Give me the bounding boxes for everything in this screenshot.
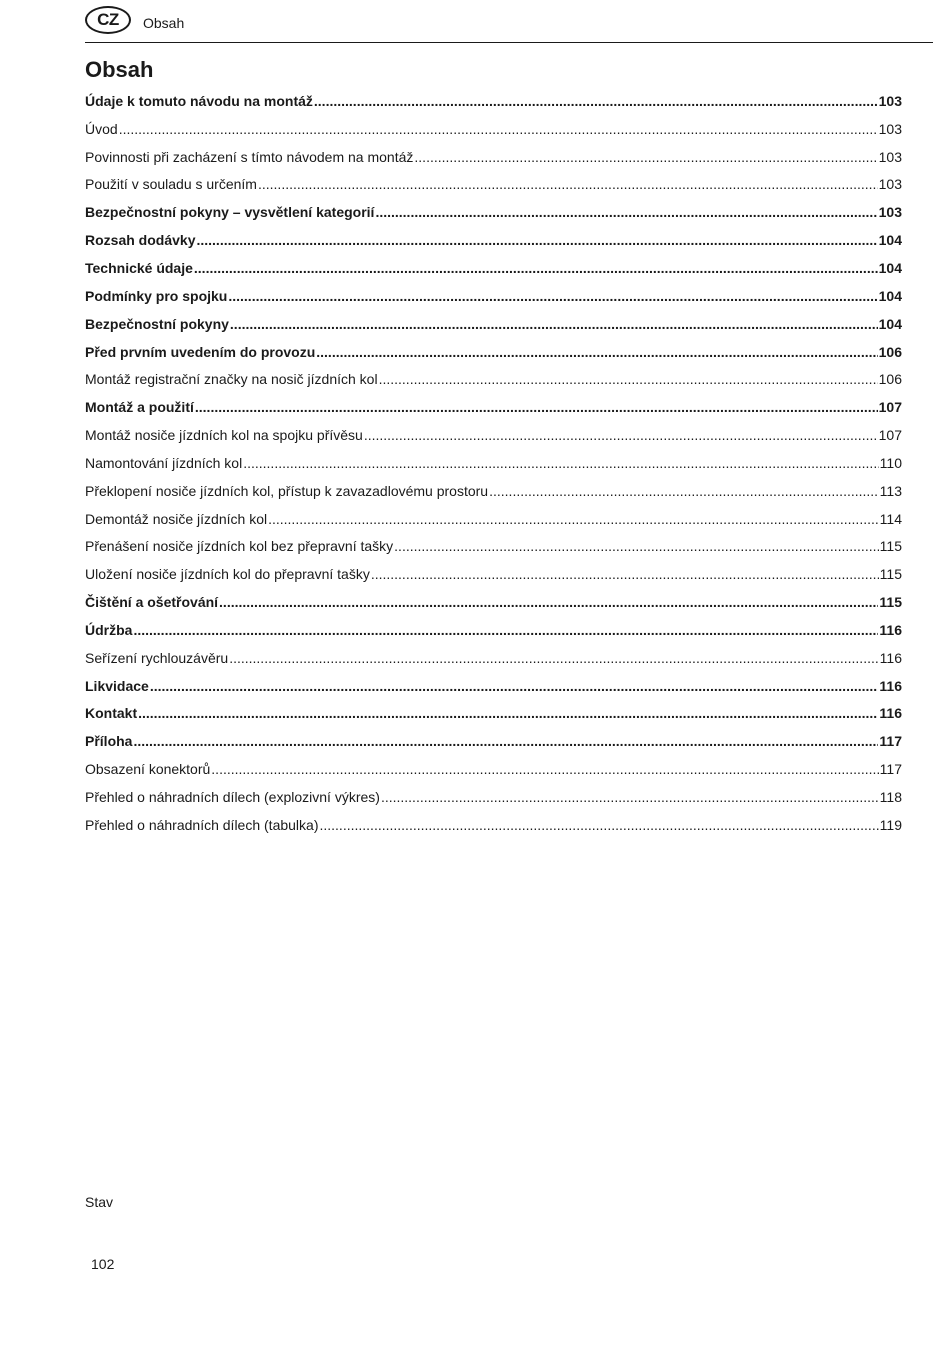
toc-entry-label: Uložení nosiče jízdních kol do přepravní tašky xyxy=(85,566,370,583)
toc-entry[interactable] xyxy=(85,755,902,783)
toc-entry[interactable] xyxy=(85,254,902,282)
toc-entry-page: 110 xyxy=(879,454,902,471)
toc-leader-dots xyxy=(379,371,878,387)
toc-entry-page: 115 xyxy=(879,566,902,583)
toc-leader-dots xyxy=(138,705,878,721)
toc-leader-dots xyxy=(316,344,877,360)
toc-entry-page: 116 xyxy=(879,677,902,694)
toc-entry-page: 103 xyxy=(878,120,902,137)
page-header xyxy=(85,6,933,43)
toc-entry-label: Montáž a použití xyxy=(85,399,194,416)
toc-entry-page: 115 xyxy=(879,594,902,611)
toc-entry-page: 103 xyxy=(878,148,902,165)
toc-entry[interactable] xyxy=(85,672,902,700)
toc-leader-dots xyxy=(119,121,878,137)
toc-entry[interactable] xyxy=(85,365,902,393)
toc-entry-page: 113 xyxy=(879,482,902,499)
toc-entry-page: 106 xyxy=(878,371,902,388)
toc-leader-dots xyxy=(133,733,878,749)
toc-leader-dots xyxy=(243,455,878,471)
toc-leader-dots xyxy=(229,650,878,666)
toc-entry-page: 104 xyxy=(878,259,902,276)
toc-leader-dots xyxy=(196,232,877,248)
toc-leader-dots xyxy=(489,483,879,499)
toc-entry-page: 115 xyxy=(879,538,902,555)
toc-entry-page: 114 xyxy=(879,510,902,527)
toc-entry-label: Bezpečnostní pokyny xyxy=(85,315,229,332)
toc-entry[interactable] xyxy=(85,115,902,143)
toc-entry-page: 106 xyxy=(878,343,902,360)
toc-leader-dots xyxy=(219,594,878,610)
toc-entry-page: 107 xyxy=(878,427,902,444)
toc-entry-label: Před prvním uvedením do provozu xyxy=(85,343,316,360)
toc-leader-dots xyxy=(228,288,877,304)
toc-leader-dots xyxy=(414,149,877,165)
toc-leader-dots xyxy=(394,538,879,554)
toc-entry[interactable] xyxy=(85,700,902,728)
toc-entry-label: Seřízení rychlouzávěru xyxy=(85,649,229,666)
toc-entry[interactable] xyxy=(85,143,902,171)
toc-entry-label: Přenášení nosiče jízdních kol bez přepravní tašky xyxy=(85,538,394,555)
toc-entry-label: Montáž nosiče jízdních kol na spojku přívěsu xyxy=(85,427,363,444)
toc-leader-dots xyxy=(364,427,878,443)
toc-entry-label: Likvidace xyxy=(85,677,149,694)
toc-entry-label: Úvod xyxy=(85,120,118,137)
toc-entry[interactable] xyxy=(85,421,902,449)
toc-entry[interactable] xyxy=(85,282,902,310)
toc-entry[interactable] xyxy=(85,310,902,338)
toc-entry[interactable] xyxy=(85,783,902,811)
toc-entry-label: Povinnosti při zacházení s tímto návodem na montáž xyxy=(85,148,414,165)
toc-leader-dots xyxy=(195,399,878,415)
table-of-contents xyxy=(85,87,902,839)
toc-leader-dots xyxy=(230,316,878,332)
toc-entry-label: Údaje k tomuto návodu na montáž xyxy=(85,92,313,109)
toc-leader-dots xyxy=(133,622,878,638)
toc-entry-page: 104 xyxy=(878,287,902,304)
toc-entry[interactable] xyxy=(85,477,902,505)
toc-leader-dots xyxy=(211,761,878,777)
toc-entry-page: 104 xyxy=(878,315,902,332)
toc-entry-label: Podmínky pro spojku xyxy=(85,287,228,304)
toc-entry-label: Údržba xyxy=(85,621,133,638)
toc-entry-label: Demontáž nosiče jízdních kol xyxy=(85,510,268,527)
toc-entry[interactable] xyxy=(85,87,902,115)
toc-entry-label: Rozsah dodávky xyxy=(85,232,196,249)
toc-entry[interactable] xyxy=(85,560,902,588)
toc-entry[interactable] xyxy=(85,727,902,755)
toc-leader-dots xyxy=(268,511,879,527)
toc-entry[interactable] xyxy=(85,616,902,644)
toc-entry-label: Přehled o náhradních dílech (tabulka) xyxy=(85,816,319,833)
toc-leader-dots xyxy=(194,260,878,276)
toc-entry-label: Přehled o náhradních dílech (explozivní výkres) xyxy=(85,789,380,806)
toc-entry-page: 119 xyxy=(879,816,902,833)
toc-entry-page: 107 xyxy=(878,399,902,416)
toc-entry-label: Překlopení nosiče jízdních kol, přístup k zavazadlovému prostoru xyxy=(85,482,489,499)
toc-leader-dots xyxy=(371,566,879,582)
toc-entry-page: 116 xyxy=(879,621,902,638)
language-badge: CZ xyxy=(85,6,131,34)
toc-entry-page: 103 xyxy=(878,92,902,109)
toc-entry[interactable] xyxy=(85,393,902,421)
toc-entry-label: Montáž registrační značky na nosič jízdních kol xyxy=(85,371,378,388)
toc-leader-dots xyxy=(319,817,878,833)
toc-entry[interactable] xyxy=(85,226,902,254)
toc-entry-page: 104 xyxy=(878,232,902,249)
toc-entry-label: Příloha xyxy=(85,733,133,750)
toc-entry-label: Namontování jízdních kol xyxy=(85,454,243,471)
page-title: Obsah xyxy=(85,57,154,82)
toc-entry-label: Použití v souladu s určením xyxy=(85,176,257,193)
toc-entry[interactable] xyxy=(85,198,902,226)
header-title: Obsah xyxy=(143,15,185,31)
toc-entry-page: 103 xyxy=(878,176,902,193)
status-label: Stav xyxy=(85,1194,114,1210)
toc-entry-page: 117 xyxy=(879,761,902,778)
toc-entry-page: 103 xyxy=(878,204,902,221)
toc-entry[interactable] xyxy=(85,588,902,616)
toc-leader-dots xyxy=(258,176,878,192)
toc-entry-page: 118 xyxy=(879,789,902,806)
toc-leader-dots xyxy=(150,678,879,694)
toc-entry[interactable] xyxy=(85,449,902,477)
toc-entry[interactable] xyxy=(85,811,902,839)
toc-entry-label: Bezpečnostní pokyny – vysvětlení kategorií xyxy=(85,204,375,221)
toc-entry-page: 116 xyxy=(879,705,902,722)
toc-entry-label: Kontakt xyxy=(85,705,138,722)
toc-entry[interactable] xyxy=(85,505,902,533)
page-number: 102 xyxy=(91,1256,115,1272)
toc-entry[interactable] xyxy=(85,338,902,366)
toc-entry[interactable] xyxy=(85,171,902,199)
toc-leader-dots xyxy=(314,93,878,109)
toc-entry-page: 117 xyxy=(879,733,902,750)
toc-entry-label: Obsazení konektorů xyxy=(85,761,211,778)
toc-leader-dots xyxy=(375,204,877,220)
toc-entry[interactable] xyxy=(85,644,902,672)
toc-entry-page: 116 xyxy=(879,649,902,666)
toc-entry-label: Čištění a ošetřování xyxy=(85,594,219,611)
toc-entry[interactable] xyxy=(85,533,902,561)
toc-entry-label: Technické údaje xyxy=(85,259,193,276)
toc-leader-dots xyxy=(381,789,879,805)
